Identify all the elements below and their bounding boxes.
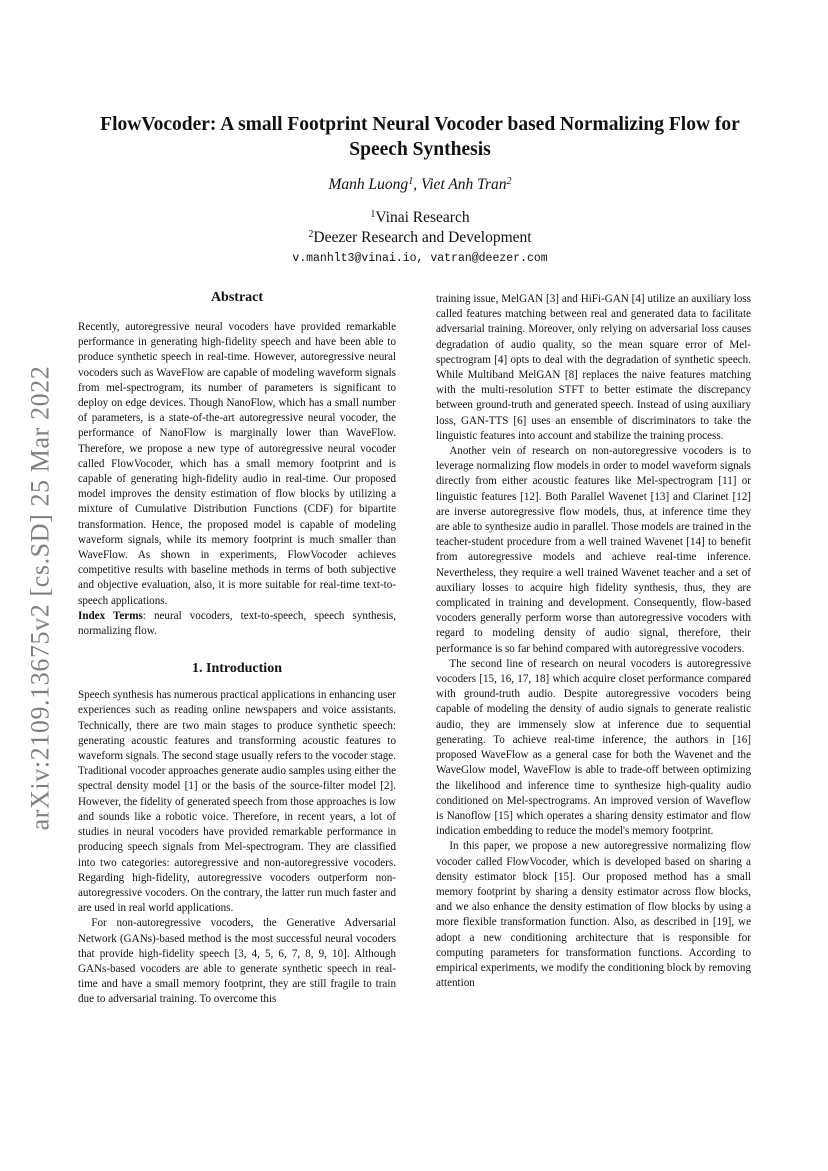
index-terms-text: : neural vocoders, text-to-speech, speech synthesis, normalizing flow. [78,609,397,638]
affiliation-1-name: Vinai Research [375,209,470,226]
affiliation-1 [70,209,770,227]
abstract-heading: Abstract [210,290,264,305]
affiliation-2 [70,229,770,247]
introduction-heading: 1. Introduction [192,661,282,677]
author-1-affil-mark: 1 [408,176,414,187]
author-2: Viet Anh Tran [420,176,507,193]
author-separator: , [413,176,421,193]
affiliation-2-mark: 2 [308,229,314,240]
affiliation-2-name: Deezer Research and Development [313,229,532,246]
abstract-text: Recently, autoregressive neural vocoders have provided remarkable performance in generating high-fidelity speech and have been able to produce synthetic speech in real-time. However, autoregressive neural vocoders such as WaveFlow are capable of modeling waveform signals from mel-spectrogram, its number of parameters is significant to deploy on edge devices. Though NanoFlow, which has a small number of parameters, is a state-of-the-art autoregressive neural vocoder, the performance of NanoFlow is marginally lower than WaveFlow. Therefore, we propose a new type of autoregressive neural vocoder called FlowVocoder, which has a small memory footprint and is capable of generating high-fidelity audio in real-time. Our proposed model improves the density estimation of flow blocks by utilizing a mixture of Cumulative Distribution Functions (CDF) for bipartite transformation. Hence, the proposed model is capable of modeling waveform signals, while its memory footprint is much smaller than WaveFlow. As shown in experiments, FlowVocoder achieves competitive results with baseline methods in terms of both subjective and objective evaluation, also, it is more suitable for real-time text-to-speech applications. [78,321,396,607]
author-emails: v.manhlt3@vinai.io, vatran@deezer.com [292,252,548,265]
intro-paragraph-3: training issue, MelGAN [3] and HiFi-GAN [4] utilize an auxiliary loss called features matching between real and generated data to facilitate adversarial training. Moreover, only relying on adversarial loss causes degradation of audio quality, so the mean square error of Mel-spectrogram [4] opts to deal with the degradation of synthetic speech. While Multiband MelGAN [8] replaces the naive features matching with the multi-resolution STFT to better estimate the discrepancy between ground-truth and generated speech. Instead of using auxiliary loss, GAN-TTS [6] uses an ensemble of discriminators to take the linguistic features into account and stabilize the training process. [436,293,751,442]
intro-paragraph-1: Speech synthesis has numerous practical applications in enhancing user experiences such as reading online newspapers and voice assistants. Technically, there are two main stages to produce synthetic speech: generating acoustic features and transforming acoustic features to waveform signals. The second stage usually refers to the vocoder stage. Traditional vocoder approaches generate audio samples using either the spectral density model [1] or the basis of the source-filter model [2]. However, the fidelity of generated speech from those approaches is low and sounds like a robotic voice. Therefore, in recent years, a lot of studies in neural vocoders have provided remarkable performance in producing speech signals from Mel-spectrogram. They are classified into two categories: autoregressive and non-autoregressive vocoders. Regarding high-fidelity, autoregressive vocoders outperform non-autoregressive vocoders. On the contrary, the latter run much faster and are used in real world applications. [78,689,396,915]
paper-title: FlowVocoder: A small Footprint Neural Vocoder based Normalizing Flow for Speech Synthesis [100,114,740,160]
author-1: Manh Luong [328,176,409,193]
intro-paragraph-6: In this paper, we propose a new autoregressive normalizing flow vocoder called FlowVocoder, which is developed based on sharing a density estimator block [15]. Our proposed method has a small memory footprint by sharing a density estimator across flow blocks, and we also enhance the density estimation of flow blocks by using a more flexible transformation function. Also, as described in [19], we adopt a new conditioning architecture that is responsible for computing parameters for transformation functions. According to empirical experiments, we modify the conditioning block by removing attention [436,840,751,990]
author-2-affil-mark: 2 [506,176,512,187]
affiliation-1-mark: 1 [370,209,376,220]
right-column [436,292,751,991]
authors [70,176,770,194]
index-terms-label: Index Terms [78,609,143,622]
index-terms [78,609,396,639]
intro-paragraph-2: For non-autoregressive vocoders, the Generative Adversarial Network (GANs)-based method is the most successful neural vocoders that provide high-fidelity speech [3, 4, 5, 6, 7, 8, 9, 10]. Although GANs-based vocoders are able to generate synthetic speech in real-time and have a small memory footprint, they are still fragile to train due to adversarial training. To overcome this [78,917,396,1006]
arxiv-id: arXiv:2109.13675v2 [cs.SD] 25 Mar 2022 [25,365,54,831]
intro-paragraph-5: The second line of research on neural vocoders is autoregressive vocoders [15, 16, 17, 18] which acquire closet performance compared with ground-truth audio. Despite autoregressive vocoders being capable of modeling the density of audio signals to generate realistic audio, they are immensely slow at inference due to sequential generating. To achieve real-time inference, the authors in [16] proposed WaveFlow as a general case for both the Wavenet and the WaveGlow model, WaveFlow is able to trade-off between optimizing the likelihood and inference time to synthesize high-quality audio conditioned on Mel-spectrograms. An improved version of Waveflow is Nanoflow [15] which operates a sharing density estimator and flow indication embedding to reduce the model's memory footprint. [436,657,751,838]
left-column [78,288,396,1008]
arxiv-stamp [14,338,66,858]
intro-paragraph-4: Another vein of research on non-autoregressive vocoders is to leverage normalizing flow models in order to model waveform signals directly from either acoustic features like Mel-spectrogram [11] or linguistic features [12]. Both Parallel Wavenet [13] and Clarinet [12] are inverse autoregressive flow models, thus, at inference time they are able to synthesize audio in parallel. Those models are trained in the teacher-student procedure from a well trained Wavenet [14] to benefit from autoregressive models and achieve real-time inference. Nevertheless, they require a well trained Wavenet teacher and a set of auxiliary losses to acquire high fidelity synthesis, thus, they are complicated in training and development. Consequently, flow-based vocoders generally perform worse than autoregressive vocoders with regard to modeling density of audio signal, therefore, their performance is so far behind compared with autoregressive vocoders. [436,445,751,655]
